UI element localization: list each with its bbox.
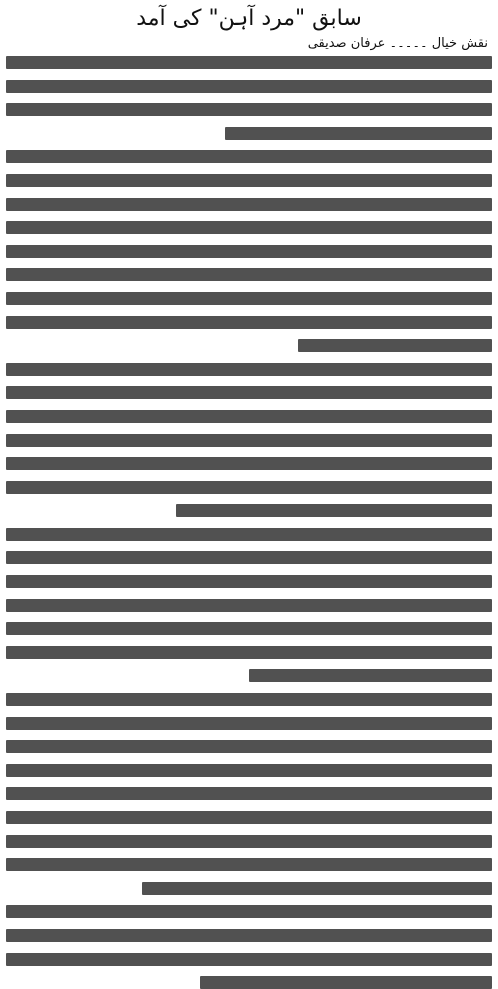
text-line-placeholder bbox=[6, 221, 492, 234]
text-line-placeholder bbox=[6, 646, 492, 659]
text-line-placeholder bbox=[6, 56, 492, 69]
text-line-placeholder bbox=[6, 268, 492, 281]
text-line-placeholder bbox=[6, 811, 492, 824]
text-line-placeholder bbox=[176, 504, 492, 517]
text-line-placeholder bbox=[6, 481, 492, 494]
text-line-placeholder bbox=[6, 835, 492, 848]
text-line-placeholder bbox=[6, 292, 492, 305]
text-line-placeholder bbox=[6, 150, 492, 163]
text-line-placeholder bbox=[249, 669, 492, 682]
text-line-placeholder bbox=[6, 457, 492, 470]
text-line-placeholder bbox=[6, 929, 492, 942]
text-line-placeholder bbox=[6, 174, 492, 187]
text-line-placeholder bbox=[6, 198, 492, 211]
text-line-placeholder bbox=[6, 599, 492, 612]
text-line-placeholder bbox=[6, 787, 492, 800]
text-line-placeholder bbox=[142, 882, 492, 895]
text-line-placeholder bbox=[6, 717, 492, 730]
text-line-placeholder bbox=[6, 386, 492, 399]
text-line-placeholder bbox=[225, 127, 492, 140]
text-line-placeholder bbox=[6, 693, 492, 706]
text-line-placeholder bbox=[200, 976, 492, 989]
article-byline: نقش خیال ۔۔۔۔۔ عرفان صدیقی bbox=[307, 36, 488, 51]
text-line-placeholder bbox=[298, 339, 492, 352]
text-line-placeholder bbox=[6, 740, 492, 753]
text-line-placeholder bbox=[6, 410, 492, 423]
text-line-placeholder bbox=[6, 764, 492, 777]
text-line-placeholder bbox=[6, 905, 492, 918]
text-line-placeholder bbox=[6, 858, 492, 871]
text-line-placeholder bbox=[6, 528, 492, 541]
text-line-placeholder bbox=[6, 953, 492, 966]
article-headline: سابق "مرد آہن" کی آمد bbox=[136, 6, 362, 31]
text-line-placeholder bbox=[6, 245, 492, 258]
text-line-placeholder bbox=[6, 434, 492, 447]
text-line-placeholder bbox=[6, 316, 492, 329]
text-line-placeholder bbox=[6, 103, 492, 116]
text-line-placeholder bbox=[6, 363, 492, 376]
text-line-placeholder bbox=[6, 575, 492, 588]
text-line-placeholder bbox=[6, 80, 492, 93]
text-line-placeholder bbox=[6, 551, 492, 564]
text-line-placeholder bbox=[6, 622, 492, 635]
article-body bbox=[6, 56, 492, 989]
